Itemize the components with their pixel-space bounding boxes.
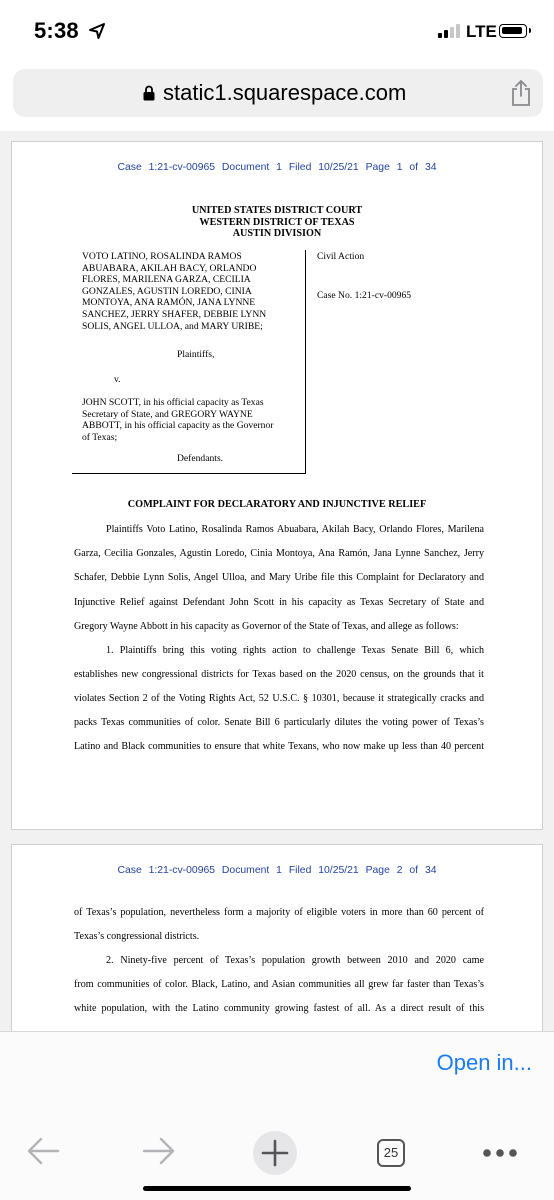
body-line: establishes new congressional districts for Texas based on the 2020 census, on the grounds that it — [74, 669, 484, 680]
body-line: of Texas’s population, nevertheless form a majority of eligible voters in more than 60 percent of — [74, 907, 484, 918]
civil-action-label: Civil Action — [317, 251, 365, 262]
docket-header: Case 1:21-cv-00965 Document 1 Filed 10/25/21 Page 2 of 34 — [117, 865, 437, 876]
plaintiffs-caption: VOTO LATINO, ROSALINDA RAMOS ABUABARA, AKILAH BACY, ORLANDO FLORES, MARILENA GARZA, CECILIA GONZALES, AGUSTIN LOREDO, CINIA MONTOYA, ANA RAMÓN, JANA LYNNE SANCHEZ, JERRY SHAFER, DEBBIE LYNN SOLIS, ANGEL ULLOA, and MARY URIBE; — [82, 251, 267, 332]
body-line: Schafer, Debbie Lynn Solis, Angel Ulloa, and Mary Uribe file this Complaint for Declaratory and — [74, 572, 484, 583]
defendants-caption: JOHN SCOTT, in his official capacity as Texas Secretary of State, and GREGORY WAYNE ABBOTT, in his official capacity as the Governor of Texas; — [82, 397, 274, 443]
open-in-button[interactable]: Open in... — [436, 1050, 532, 1075]
caption-divider — [305, 250, 306, 474]
body-line: 2. Ninety-five percent of Texas’s population growth between 2010 and 2020 came — [106, 955, 484, 966]
pdf-page-2 — [11, 844, 543, 1031]
address-bar[interactable] — [13, 69, 543, 117]
pdf-page-1 — [11, 141, 543, 830]
caption-divider — [72, 473, 306, 474]
back-arrow-icon[interactable] — [26, 1136, 60, 1166]
battery-icon — [499, 24, 527, 38]
body-line: violates Section 2 of the Voting Rights Act, 52 U.S.C. § 10301, because it strategically cracks and — [74, 693, 484, 704]
body-line: Injunctive Relief against Defendant John Scott in his capacity as Texas Secretary of State and — [74, 597, 484, 608]
status-time: 5:38 — [34, 18, 79, 43]
complaint-title: COMPLAINT FOR DECLARATORY AND INJUNCTIVE RELIEF — [127, 499, 427, 510]
more-icon[interactable] — [482, 1148, 522, 1158]
forward-arrow-icon[interactable] — [142, 1136, 176, 1166]
body-line: from communities of color. Black, Latino, and Asian communities all grew far faster than Texas’s — [74, 979, 484, 990]
home-indicator[interactable] — [143, 1186, 411, 1191]
tabs-icon[interactable]: 25 — [377, 1139, 405, 1167]
network-type: LTE — [466, 22, 497, 41]
bottom-toolbar — [0, 1031, 554, 1200]
body-line: Plaintiffs Voto Latino, Rosalinda Ramos Abuabara, Akilah Bacy, Orlando Flores, Marilena — [106, 524, 484, 535]
cell-signal-icon — [438, 24, 462, 38]
pdf-viewer[interactable] — [0, 131, 554, 1031]
defendants-label: Defendants. — [177, 453, 224, 464]
plaintiffs-label: Plaintiffs, — [177, 349, 215, 360]
body-line: Garza, Cecilia Gonzales, Agustin Loredo, Cinia Montoya, Ana Ramón, Jana Lynne Sanchez, Jerry — [74, 548, 484, 559]
body-line: Texas’s congressional districts. — [74, 931, 200, 942]
location-arrow-icon — [88, 22, 106, 40]
url-text[interactable]: static1.squarespace.com — [163, 80, 407, 105]
body-line: Gregory Wayne Abbott in his capacity as Governor of the State of Texas, and allege as follows: — [74, 621, 459, 632]
body-line: 1. Plaintiffs bring this voting rights action to challenge Texas Senate Bill 6, which — [106, 645, 484, 656]
court-heading: UNITED STATES DISTRICT COURT WESTERN DISTRICT OF TEXAS AUSTIN DIVISION — [191, 205, 363, 239]
versus-label: v. — [114, 374, 121, 385]
plus-icon[interactable] — [252, 1130, 298, 1176]
body-line: Latino and Black communities to ensure that white Texans, who now make up less than 40 percent — [74, 741, 484, 752]
body-line: packs Texas communities of color. Senate Bill 6 particularly dilutes the voting power of Texas’s — [74, 717, 484, 728]
case-number: Case No. 1:21-cv-00965 — [317, 290, 412, 301]
lock-icon — [143, 85, 155, 101]
status-bar — [0, 0, 554, 66]
docket-header: Case 1:21-cv-00965 Document 1 Filed 10/25/21 Page 1 of 34 — [117, 162, 437, 173]
body-line: white population, with the Latino community growing fastest of all. As a direct result of this — [74, 1003, 484, 1014]
share-icon[interactable] — [510, 79, 532, 107]
